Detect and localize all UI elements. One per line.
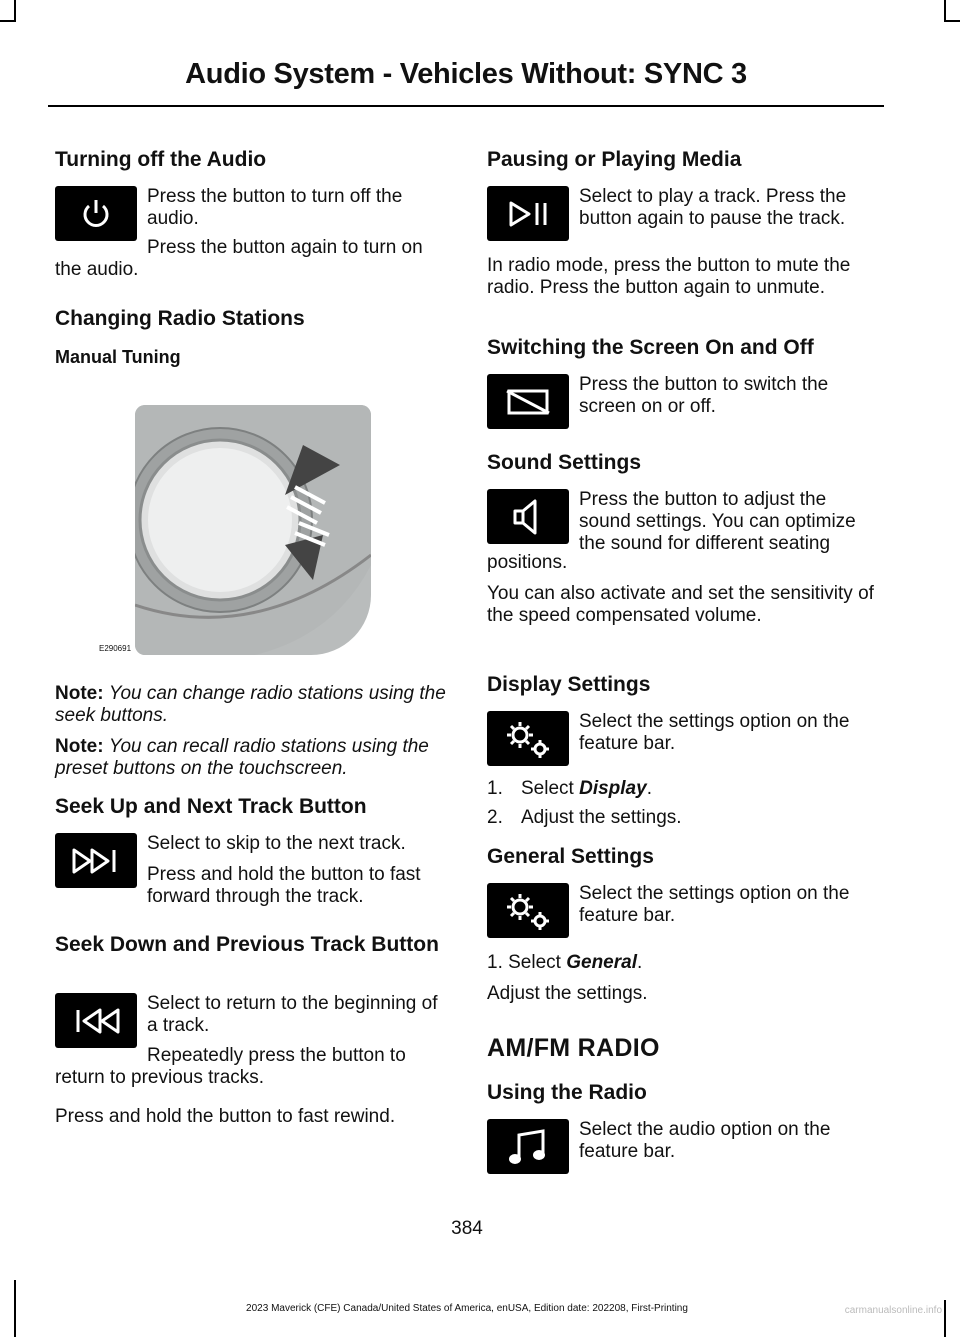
watermark: carmanualsonline.info [844, 1305, 942, 1316]
display-text: Select the settings option on the feature bar. [579, 711, 850, 754]
heading-seek-up: Seek Up and Next Track Button [55, 795, 367, 818]
settings-gear-icon [487, 883, 569, 938]
pause-text-2: In radio mode, press the button to mute the radio. Press the button again to unmute. [487, 255, 851, 298]
settings-gear-icon [487, 711, 569, 766]
general-text: Select the settings option on the feature bar. [579, 883, 850, 926]
heading-seek-down: Seek Down and Previous Track Button [55, 933, 439, 956]
heading-turning-off-audio: Turning off the Audio [55, 148, 267, 171]
power-button-icon [55, 186, 137, 241]
figure-code: E290691 [99, 644, 132, 653]
play-pause-icon [487, 186, 569, 241]
seek-up-text-2: Press and hold the button to fast forward through the track. [147, 864, 421, 907]
turn-off-text: Press the button to turn off the audio. [147, 186, 403, 229]
seek-previous-icon [55, 993, 137, 1048]
heading-general-settings: General Settings [487, 845, 654, 868]
turn-on-text-a: Press the button again to turn on [147, 237, 423, 258]
manual-tuning-illustration [135, 405, 371, 655]
crop-mark [944, 1300, 946, 1337]
seek-down-text-3: Press and hold the button to fast rewind. [55, 1106, 396, 1127]
footer-edition: 2023 Maverick (CFE) Canada/United States of America, enUSA, Edition date: 202208, First-Printing [246, 1303, 688, 1314]
radio-text: Select the audio option on the feature bar. [579, 1119, 831, 1162]
pause-text-1: Select to play a track. Press the button again to pause the track. [579, 186, 847, 229]
heading-screen-on-off: Switching the Screen On and Off [487, 336, 814, 359]
sound-text-2: You can also activate and set the sensitivity of the speed compensated volume. [487, 583, 874, 626]
general-text-2: Adjust the settings. [487, 983, 648, 1004]
header-rule [48, 105, 884, 107]
heading-sound-settings: Sound Settings [487, 451, 641, 474]
subheading-manual-tuning: Manual Tuning [55, 347, 181, 367]
screen-off-icon [487, 374, 569, 429]
crop-mark [14, 0, 16, 22]
screen-text: Press the button to switch the screen on or off. [579, 374, 829, 417]
heading-pausing-playing: Pausing or Playing Media [487, 148, 742, 171]
crop-mark [944, 20, 960, 22]
speaker-icon [487, 489, 569, 544]
seek-next-icon [55, 833, 137, 888]
sound-text-1: Press the button to adjust the sound settings. You can optimize the sound for different seating [579, 489, 856, 554]
music-note-icon [487, 1119, 569, 1174]
crop-mark [944, 0, 946, 22]
seek-down-text-1: Select to return to the beginning of a track. [147, 993, 438, 1036]
page-title: Audio System - Vehicles Without: SYNC 3 [185, 58, 747, 90]
heading-using-radio: Using the Radio [487, 1081, 647, 1104]
heading-am-fm-radio: AM/FM RADIO [487, 1034, 660, 1062]
seek-down-text-2b: return to previous tracks. [55, 1067, 265, 1088]
general-step-1: 1. Select General. [487, 952, 643, 973]
page-number: 384 [451, 1218, 483, 1239]
note-preset: Note: You can recall radio stations using the preset buttons on the touchscreen. [55, 736, 429, 779]
turn-on-text-b: the audio. [55, 259, 139, 280]
heading-display-settings: Display Settings [487, 673, 651, 696]
seek-up-text-1: Select to skip to the next track. [147, 833, 406, 854]
note-seek: Note: You can change radio stations using the seek buttons. [55, 683, 446, 726]
crop-mark [0, 20, 16, 22]
heading-changing-radio-stations: Changing Radio Stations [55, 307, 305, 330]
seek-down-text-2a: Repeatedly press the button to [147, 1045, 406, 1066]
sound-text-1b: positions. [487, 552, 568, 573]
